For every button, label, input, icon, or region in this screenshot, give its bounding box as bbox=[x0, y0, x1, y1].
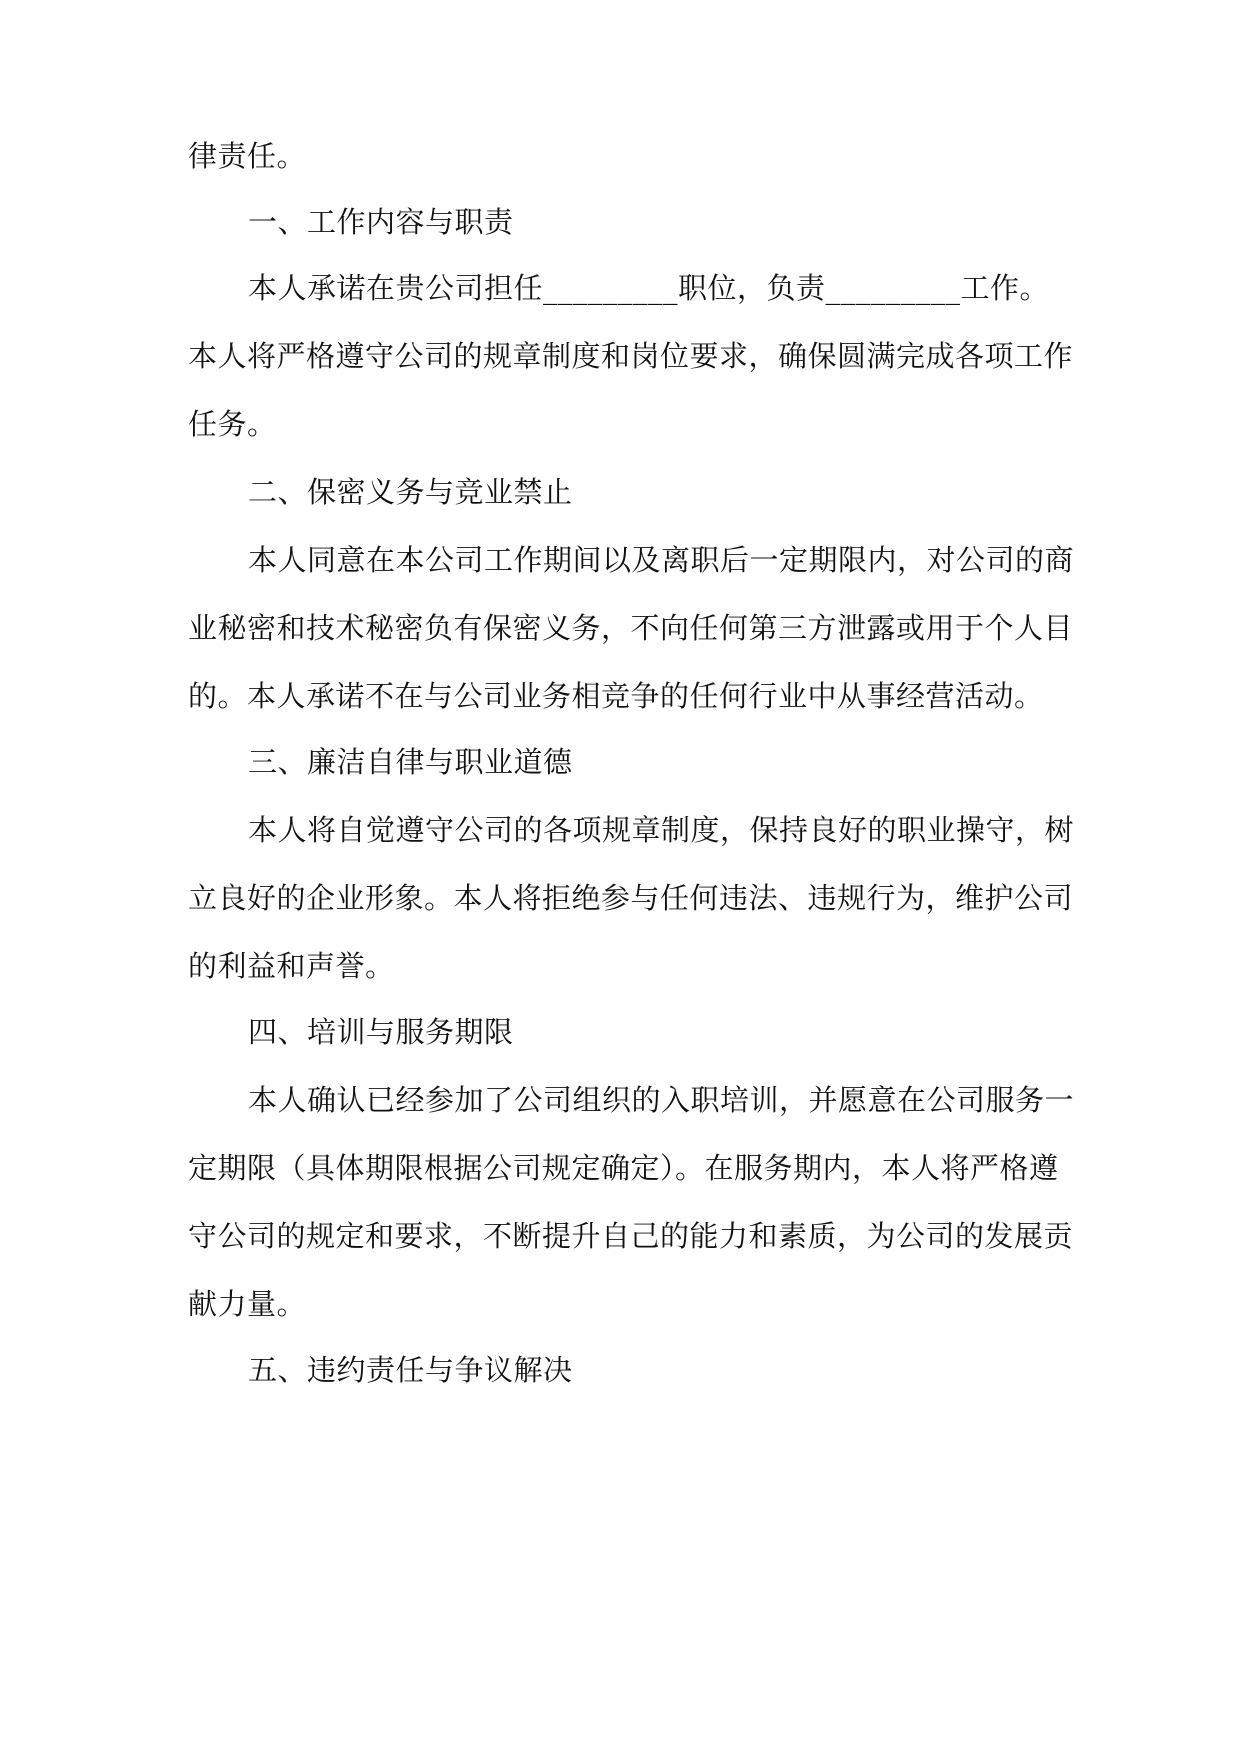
paragraph-line: 本人同意在本公司工作期间以及离职后一定期限内，对公司的商 bbox=[248, 543, 1075, 577]
section-heading-1: 一、工作内容与职责 bbox=[248, 205, 514, 239]
paragraph-line: 立良好的企业形象。本人将拒绝参与任何违法、违规行为，维护公司 bbox=[188, 881, 1074, 915]
section-heading-5: 五、违约责任与争议解决 bbox=[248, 1353, 573, 1387]
section-heading-4: 四、培训与服务期限 bbox=[248, 1015, 514, 1049]
paragraph-line: 本人将严格遵守公司的规章制度和岗位要求，确保圆满完成各项工作 bbox=[188, 339, 1074, 373]
section-heading-2: 二、保密义务与竞业禁止 bbox=[248, 475, 573, 509]
paragraph-line: 的。本人承诺不在与公司业务相竞争的任何行业中从事经营活动。 bbox=[188, 679, 1044, 713]
paragraph-line: 的利益和声誉。 bbox=[188, 949, 395, 983]
paragraph-line: 定期限（具体期限根据公司规定确定）。在服务期内，本人将严格遵 bbox=[188, 1151, 1059, 1185]
paragraph-line: 守公司的规定和要求，不断提升自己的能力和素质，为公司的发展贡 bbox=[188, 1219, 1074, 1253]
text-line-continuation: 律责任。 bbox=[188, 139, 307, 173]
paragraph-line: 业秘密和技术秘密负有保密义务，不向任何第三方泄露或用于个人目 bbox=[188, 611, 1074, 645]
paragraph-line: 本人承诺在贵公司担任_________职位，负责_________工作。 bbox=[248, 271, 1050, 305]
paragraph-line: 本人确认已经参加了公司组织的入职培训，并愿意在公司服务一 bbox=[248, 1083, 1075, 1117]
paragraph-line: 献力量。 bbox=[188, 1287, 307, 1321]
paragraph-line: 本人将自觉遵守公司的各项规章制度，保持良好的职业操守，树 bbox=[248, 813, 1075, 847]
paragraph-line: 任务。 bbox=[188, 407, 277, 441]
section-heading-3: 三、廉洁自律与职业道德 bbox=[248, 745, 573, 779]
